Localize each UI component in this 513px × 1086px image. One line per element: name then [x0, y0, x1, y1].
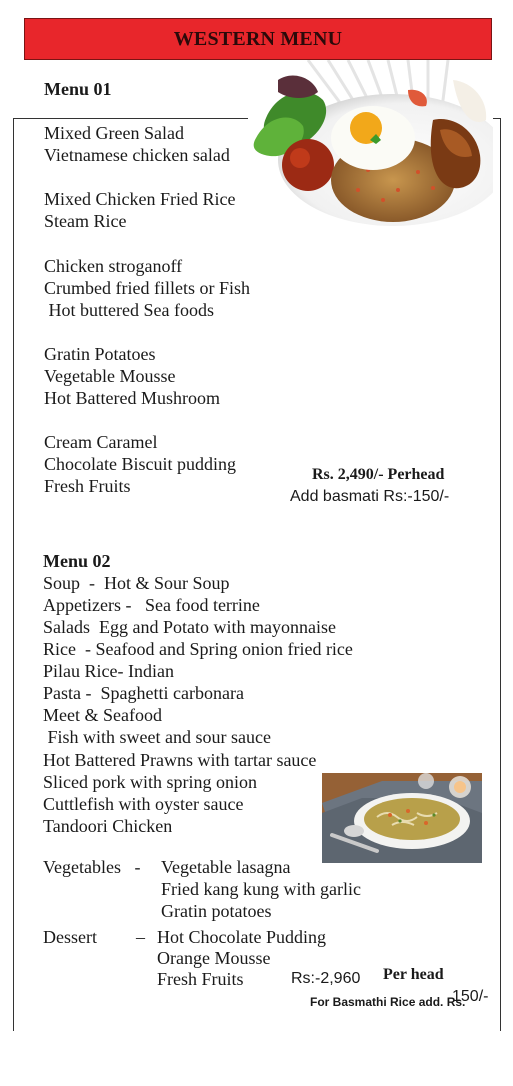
dessert-label: Dessert	[43, 927, 97, 947]
menu-title: WESTERN MENU	[173, 27, 343, 50]
menu1-price: Rs. 2,490/- Perhead	[312, 466, 445, 483]
menu2-item: Rice - Seafood and Spring onion fried rice	[43, 639, 353, 659]
menu1-item: Vietnamese chicken salad	[44, 145, 230, 165]
menu2-price-amount: Rs:-2,960	[291, 970, 361, 987]
menu1-item: Chicken stroganoff	[44, 256, 183, 276]
menu2-item: Salads Egg and Potato with mayonnaise	[43, 617, 336, 637]
menu1-item: Crumbed fried fillets or Fish	[44, 278, 250, 298]
vegetable-item: Fried kang kung with garlic	[161, 879, 361, 899]
vegetable-item: Gratin potatoes	[161, 901, 272, 921]
dessert-item: Hot Chocolate Pudding	[157, 927, 326, 947]
menu2-item: Meet & Seafood	[43, 705, 162, 725]
vegetables-label: Vegetables -	[43, 857, 141, 877]
menu2-item: Tandoori Chicken	[43, 816, 173, 836]
menu2-item: Hot Battered Prawns with tartar sauce	[43, 750, 317, 770]
menu2-item: Soup - Hot & Sour Soup	[43, 573, 230, 593]
menu2-heading: Menu 02	[43, 551, 111, 571]
menu1-item: Vegetable Mousse	[44, 366, 176, 386]
menu1-item: Fresh Fruits	[44, 476, 131, 496]
menu2-item: Fish with sweet and sour sauce	[43, 727, 271, 747]
menu2-price-unit: Per head	[383, 966, 444, 983]
soup-bowl-photo	[322, 773, 482, 863]
menu2-item: Pilau Rice- Indian	[43, 661, 174, 681]
vegetable-item: Vegetable lasagna	[161, 857, 291, 877]
menu1-item: Chocolate Biscuit pudding	[44, 454, 236, 474]
menu1-item: Mixed Chicken Fried Rice	[44, 189, 236, 209]
basmathi-amount: 150/-	[452, 988, 489, 1005]
menu2-item: Cuttlefish with oyster sauce	[43, 794, 244, 814]
fried-rice-plate-photo	[248, 60, 493, 228]
dessert-dash: –	[136, 927, 145, 947]
dessert-item: Fresh Fruits	[157, 969, 244, 989]
menu2-item: Appetizers - Sea food terrine	[43, 595, 260, 615]
menu1-item: Mixed Green Salad	[44, 123, 184, 143]
menu1-item: Cream Caramel	[44, 432, 158, 452]
basmathi-note: For Basmathi Rice add. Rs.	[310, 995, 466, 1009]
menu2-item: Pasta - Spaghetti carbonara	[43, 683, 244, 703]
menu1-heading: Menu 01	[44, 79, 112, 99]
menu1-addon: Add basmati Rs:-150/-	[290, 488, 450, 505]
menu-title-banner	[24, 18, 492, 60]
dessert-item: Orange Mousse	[157, 948, 271, 968]
menu1-item: Hot buttered Sea foods	[44, 300, 214, 320]
menu1-item: Steam Rice	[44, 211, 127, 231]
menu2-item: Sliced pork with spring onion	[43, 772, 257, 792]
menu1-item: Hot Battered Mushroom	[44, 388, 220, 408]
menu1-item: Gratin Potatoes	[44, 344, 156, 364]
